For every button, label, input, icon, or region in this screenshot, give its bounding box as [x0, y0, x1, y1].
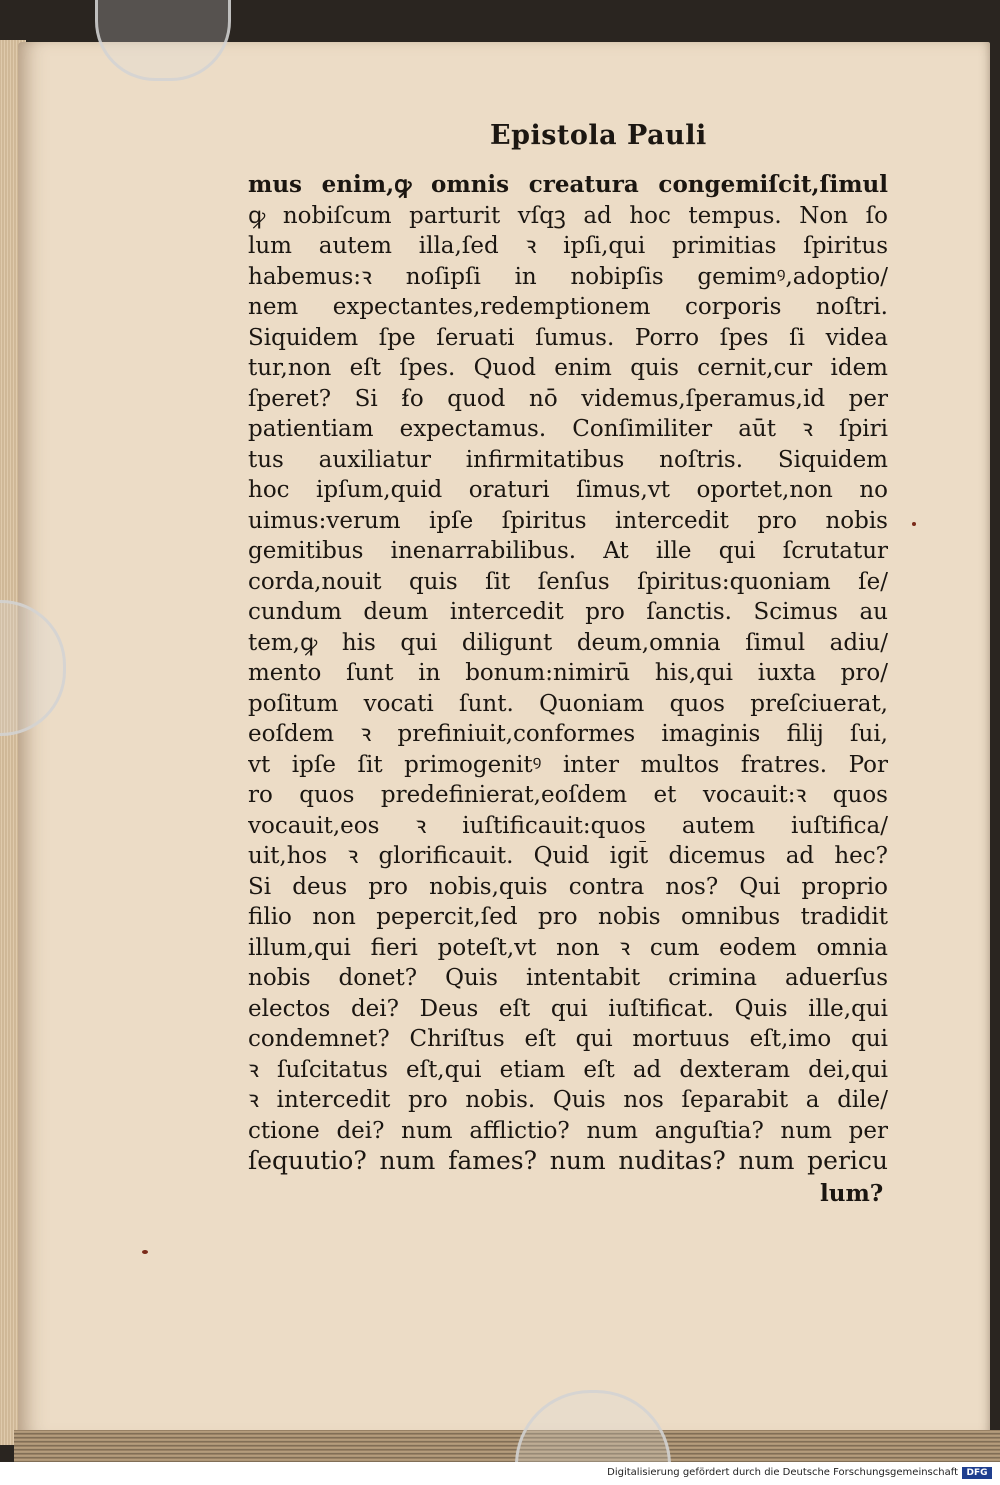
- text-line: uimus:verum ipſe ſpiritus intercedit pro nobis: [248, 507, 888, 534]
- text-line: corda,nouit quis ſit ſenſus ſpiritus:quoniam ſe/: [248, 568, 888, 595]
- running-head: Epistola Pauli: [490, 120, 707, 151]
- catchword: lum?: [820, 1180, 884, 1207]
- text-line: ꝛ ſuſcitatus eſt,qui etiam eſt ad dexteram dei,qui: [248, 1056, 888, 1083]
- text-line: cundum deum intercedit pro ſanctis. Scimus au: [248, 599, 888, 625]
- text-line: patientiam expectamus. Conſimiliter aūt ꝛ ſpiri: [248, 416, 888, 442]
- text-line: eoſdem ꝛ prefiniuit,conformes imaginis filij ſui,: [248, 721, 888, 747]
- text-line: vocauit,eos ꝛ iuſtificauit:quos autem iuſtifica/: [248, 812, 888, 839]
- text-line: nem expectantes,redemptionem corporis noſtri.: [248, 294, 888, 320]
- text-line: ro quos predefinierat,eoſdem et vocauit:ꝛ quos: [248, 782, 888, 808]
- text-line: mus enim,ꝙ omnis creatura congemiſcit,ſimul: [248, 171, 888, 198]
- text-block: [248, 170, 888, 1177]
- ink-speck: [142, 1250, 148, 1254]
- text-line: filio non pepercit,ſed pro nobis omnibus tradidit: [248, 904, 888, 930]
- text-line: mento ſunt in bonum:nimirū his,qui iuxta pro/: [248, 660, 888, 686]
- page-edges-bottom: [14, 1430, 1000, 1462]
- text-line: ctione dei? num afflictio? num anguſtia? num per: [248, 1117, 888, 1144]
- text-line: habemus:ꝛ noſipſi in nobipſis gemimꝰ,adoptio/: [248, 263, 888, 290]
- text-line: condemnet? Chriſtus eſt qui mortuus eſt,imo qui: [248, 1026, 888, 1052]
- text-line: electos dei? Deus eſt qui iuſtificat. Quis ille,qui: [248, 995, 888, 1022]
- text-line: tur,non eſt ſpes. Quod enim quis cernit,cur idem: [248, 355, 888, 381]
- ink-speck: [912, 522, 916, 526]
- footer-credit: Digitalisierung gefördert durch die Deutsche Forschungsgemeinschaft: [607, 1467, 958, 1478]
- text-line: nobis donet? Quis intentabit crimina aduerſus: [248, 965, 888, 991]
- text-line: illum,qui fieri poteſt,vt non ꝛ cum eodem omnia: [248, 934, 888, 961]
- text-line: ſequutio? num fames? num nuditas? num pericu: [248, 1146, 888, 1175]
- text-line: tus auxiliatur infirmitatibus noſtris. Siquidem: [248, 446, 888, 473]
- text-line: Siquidem ſpe ſeruati ſumus. Porro ſpes ſi videa: [248, 324, 888, 351]
- text-line: Si deus pro nobis,quis contra nos? Qui proprio: [248, 873, 888, 900]
- text-line: lum autem illa,ſed ꝛ ipſi,qui primitias ſpiritus: [248, 233, 888, 259]
- text-line: ꝙ nobiſcum parturit vſqꝫ ad hoc tempus. Non ſo: [248, 202, 888, 229]
- dfg-logo: DFG: [962, 1467, 992, 1479]
- text-line: gemitibus inenarrabilibus. At ille qui ſcrutatur: [248, 538, 888, 564]
- text-line: tem,ꝙ his qui diligunt deum,omnia ſimul adiu/: [248, 629, 888, 656]
- footer-bar: [0, 1462, 1000, 1485]
- text-line: hoc ipſum,quid oraturi ſimus,vt oportet,non no: [248, 477, 888, 503]
- text-line: vt ipſe ſit primogenitꝰ inter multos fratres. Por: [248, 751, 888, 778]
- text-line: ſperet? Si ẜo quod nō videmus,ſperamus,id per: [248, 385, 888, 412]
- text-line: ꝛ intercedit pro nobis. Quis nos ſeparabit a dile/: [248, 1087, 888, 1113]
- text-line: poſitum vocati ſunt. Quoniam quos preſciuerat,: [248, 690, 888, 717]
- text-line: uit,hos ꝛ glorificauit. Quid igit̄ dicemus ad hec?: [248, 843, 888, 869]
